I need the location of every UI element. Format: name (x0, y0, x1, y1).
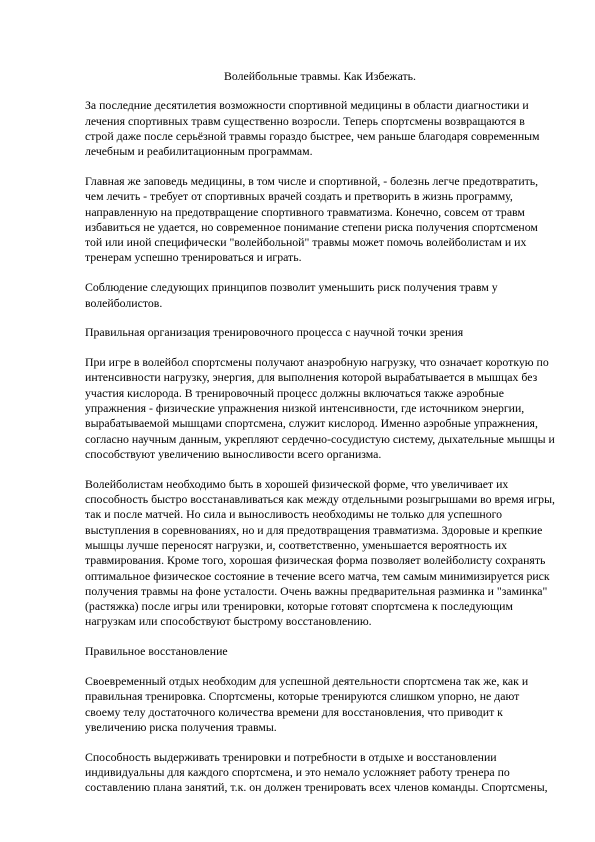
section-heading-training: Правильная организация тренировочного процесса с научной точки зрения (85, 325, 464, 340)
paragraph-anaerobic: При игре в волейбол спортсмены получают анаэробную нагрузку, что означает короткую по интенсивности нагрузку, энергия, для выполнения которой вырабатывается в мышцах без участия кислорода. В тренировочный процесс должны включаться также аэробные упражнения - физические упражнения низкой интенсивности, где источником энергии, вырабатываемой мышцами спортсмена, служит кислород. Именно аэробные упражнения, согласно научным данным, укрепляют сердечно-сосудистую систему, дыхательные мышцы и способствуют увеличению выносливости всего организма. (85, 355, 555, 461)
paragraph-intro: За последние десятилетия возможности спортивной медицины в области диагностики и лечения спортивных травм существенно возросли. Теперь спортсмены возвращаются в строй даже после серьёзной травмы гораздо быстрее, чем раньше благодаря современным лечебным и реабилитационным программам. (85, 98, 540, 159)
paragraph-main-commandment: Главная же заповедь медицины, в том числе и спортивной, - болезнь легче предотвратить, чем лечить - требует от спортивных врачей создать и претворить в жизнь программу, направленную на предотвращение спортивного травматизма. Конечно, совсем от травм избавиться не удается, но современное понимание степени риска получения спортсменом той или иной специфически "волейбольной" травмы может помочь волейболистам и их тренерам успешно тренироваться и играть. (85, 173, 539, 265)
paragraph-rest: Своевременный отдых необходим для успешной деятельности спортсмена так же, как и правильная тренировка. Спортсмены, которые тренируются слишком упорно, не дают своему телу достаточного количества времени для восстановления, что приводит к увеличению риска получения травмы. (85, 674, 529, 734)
document-page (85, 69, 555, 810)
paragraph-physical-form: Волейболистам необходимо быть в хорошей физической форме, что увеличивает их способность быстро восстанавливаться как между отдельными розыгрышами во время игры, так и после матчей. Но сила и выносливость необходимы не только для успешного выступления в соревнованиях, но и для предотвращения травматизма. Здоровые и крепкие мышцы лучше переносят нагрузки, и, соответственно, уменьшается вероятность их травмирования. Кроме того, хорошая физическая форма позволяет волейболисту сохранять оптимальное физическое состояние в течение всего матча, тем самым минимизируется риск получения травмы на фоне усталости. Очень важны предварительная разминка и "заминка" (растяжка) после игры или тренировки, которые готовят спортсмена к последующим нагрузкам или способствуют быстрому восстановлению. (85, 476, 555, 629)
paragraph-individual: Способность выдерживать тренировки и потребности в отдыхе и восстановлении индивидуальны для каждого спортсмена, и это немало усложняет работу тренера по составлению плана занятий, т.к. он должен тренировать всех членов команды. Спортсмены, (85, 749, 548, 795)
section-heading-recovery: Правильное восстановление (85, 644, 228, 659)
document-title: Волейбольные травмы. Как Избежать. (223, 69, 417, 83)
paragraph-principles: Соблюдение следующих принципов позволит уменьшить риск получения травм у волейболистов. (85, 280, 498, 310)
